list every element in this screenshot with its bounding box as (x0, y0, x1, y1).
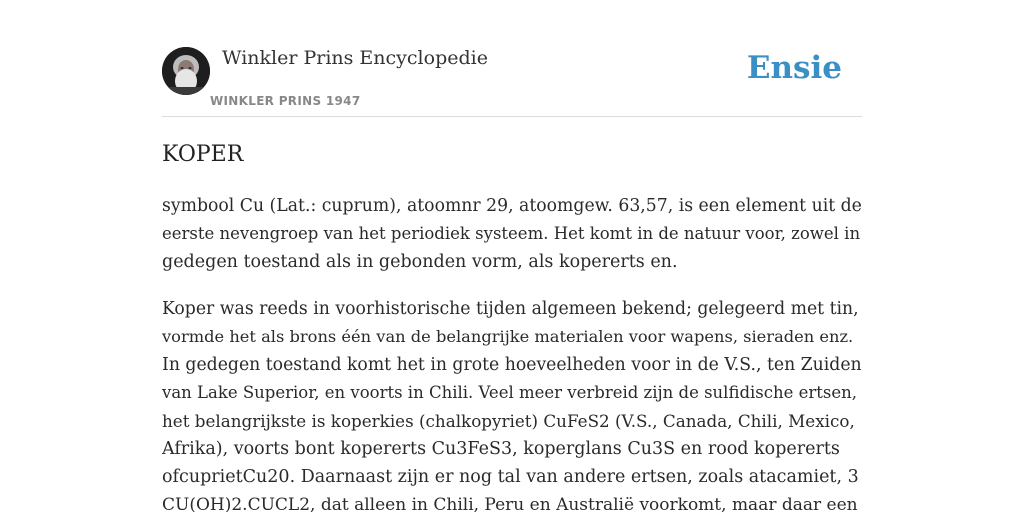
page-header (162, 40, 862, 117)
source-subtitle: WINKLER PRINS 1947 (210, 94, 361, 108)
paragraph-line: In gedegen toestand komt het in grote hoeveelheden voor in de V.S., ten Zuiden (162, 355, 862, 375)
portrait-image (162, 47, 210, 95)
paragraph-line: eerste nevengroep van het periodiek systeem. Het komt in de natuur voor, zowel in (162, 224, 861, 243)
paragraph-line: vormde het als brons één van de belangrijke materialen voor wapens, sieraden enz. (162, 327, 854, 346)
paragraph-line: het belangrijkste is koperkies (chalkopyriet) CuFeS2 (V.S., Canada, Chili, Mexico, (162, 411, 855, 431)
source-title[interactable]: Winkler Prins Encyclopedie (222, 47, 488, 69)
article-title: KOPER (162, 142, 244, 167)
paragraph-line: symbool Cu (Lat.: cuprum), atoomnr 29, atoomgew. 63,57, is een element uit de (162, 196, 862, 216)
paragraph-line: Koper was reeds in voorhistorische tijden algemeen bekend; gelegeerd met tin, (162, 299, 859, 319)
article-body (162, 192, 862, 512)
paragraph-line: Afrika), voorts bont kopererts Cu3FeS3, koperglans Cu3S en rood kopererts (162, 439, 840, 459)
article-paragraph (162, 295, 862, 512)
paragraph-line: van Lake Superior, en voorts in Chili. Veel meer verbreid zijn de sulfidische ertsen, (162, 383, 858, 402)
ensie-logo[interactable]: Ensie (746, 50, 842, 86)
paragraph-line: CU(OH)2.CUCL2, dat alleen in Chili, Peru en Australië voorkomt, maar daar een (162, 495, 858, 512)
paragraph-line: ofcuprietCu20. Daarnaast zijn er nog tal van andere ertsen, zoals atacamiet, 3 (162, 467, 859, 487)
article-paragraph (162, 192, 862, 276)
paragraph-line: gedegen toestand als in gebonden vorm, als kopererts en. (162, 252, 678, 272)
author-avatar[interactable] (162, 47, 210, 95)
